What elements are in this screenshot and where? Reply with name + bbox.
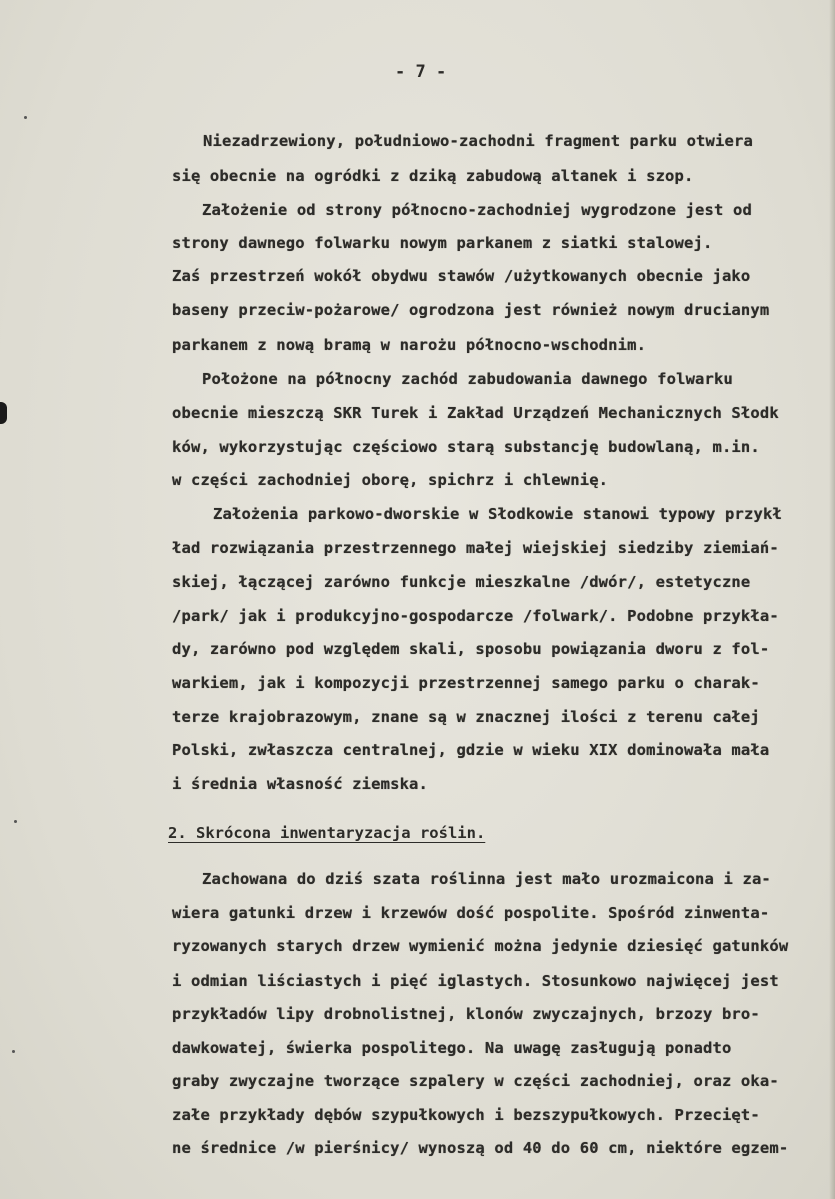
dust-speck [24,116,27,119]
text-line: parkanem z nową bramą w narożu północno-wschodnim. [172,336,647,354]
text-line: wiera gatunki drzew i krzewów dość pospolite. Spośród zinwenta- [172,904,770,922]
binder-hole-mark [0,402,7,424]
text-line: i odmian liściastych i pięć iglastych. Stosunkowo najwięcej jest [172,972,779,990]
dust-speck [12,1050,15,1053]
text-line: ków, wykorzystując częściowo starą substancję budowlaną, m.in. [172,438,760,456]
text-line: przykładów lipy drobnolistnej, klonów zwyczajnych, brzozy bro- [172,1005,760,1023]
text-line: baseny przeciw-pożarowe/ ogrodzona jest również nowym drucianym [172,301,770,319]
text-line: dawkowatej, świerka pospolitego. Na uwagę zasługują ponadto [172,1039,732,1057]
text-line: ryzowanych starych drzew wymienić można jedynie dziesięć gatunków [172,937,789,955]
text-line: warkiem, jak i kompozycji przestrzennej samego parku o charak- [172,674,760,692]
text-line: skiej, łączącej zarówno funkcje mieszkalne /dwór/, estetyczne [172,573,751,591]
text-line: Niezadrzewiony, południowo-zachodni fragment parku otwiera [203,132,753,150]
text-line: ład rozwiązania przestrzennego małej wiejskiej siedziby ziemiań- [172,539,779,557]
text-line: obecnie mieszczą SKR Turek i Zakład Urządzeń Mechanicznych Słodk [172,404,779,422]
text-line: strony dawnego folwarku nowym parkanem z siatki stalowej. [172,234,713,252]
text-line: załe przykłady dębów szypułkowych i bezszypułkowych. Przecięt- [172,1106,760,1124]
text-line: dy, zarówno pod względem skali, sposobu powiązania dworu z fol- [172,640,770,658]
text-line: Polski, zwłaszcza centralnej, gdzie w wieku XIX dominowała mała [172,741,770,759]
text-line: ne średnice /w pierśnicy/ wynoszą od 40 do 60 cm, niektóre egzem- [172,1139,789,1157]
text-line: Zaś przestrzeń wokół obydwu stawów /użytkowanych obecnie jako [172,267,751,285]
section-heading: 2. Skrócona inwentaryzacja roślin. [168,824,486,842]
text-line: i średnia własność ziemska. [172,775,429,793]
text-line: terze krajobrazowym, znane są w znacznej ilości z terenu całej [172,708,760,726]
text-line: Założenie od strony północno-zachodniej wygrodzone jest od [202,201,752,219]
text-line: Położone na północny zachód zabudowania dawnego folwarku [202,370,733,388]
text-line: w części zachodniej oborę, spichrz i chlewnię. [172,471,609,489]
text-line: Założenia parkowo-dworskie w Słodkowie stanowi typowy przykł [213,505,782,523]
page-edge-shadow [829,0,835,1199]
text-line: graby zwyczajne tworzące szpalery w części zachodniej, oraz oka- [172,1072,779,1090]
page-number: - 7 - [395,62,447,82]
text-line: się obecnie na ogródki z dziką zabudową altanek i szop. [172,167,694,185]
text-line: /park/ jak i produkcyjno-gospodarcze /folwark/. Podobne przykła- [172,607,779,625]
text-line: Zachowana do dziś szata roślinna jest mało urozmaicona i za- [202,870,771,888]
dust-speck [14,820,17,823]
